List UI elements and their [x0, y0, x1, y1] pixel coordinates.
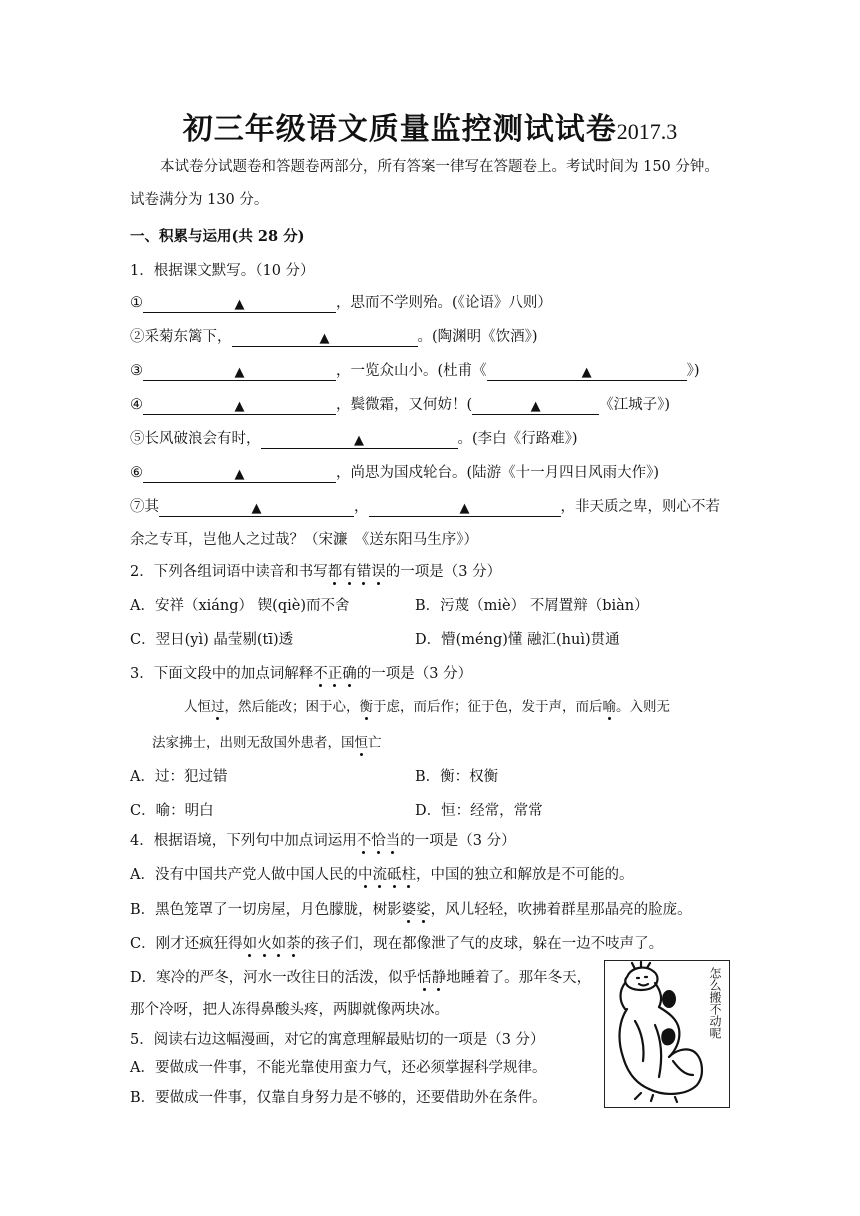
emphasis-char: 误 — [371, 564, 386, 580]
triangle-marker: ▲ — [234, 365, 245, 380]
triangle-marker: ▲ — [530, 399, 541, 414]
q2-stem — [130, 562, 501, 582]
marked-char: 静 — [431, 970, 447, 986]
marked-char: 如 — [242, 936, 258, 952]
q1-line-4 — [130, 395, 670, 415]
q4-stem-b: 的一项是（3 分） — [400, 833, 516, 849]
cartoon-caption: 怎么搬不动呢 — [708, 967, 722, 1039]
marked-char: 荼 — [286, 936, 301, 952]
q3-passage-line-1 — [184, 697, 670, 717]
q4-option-d-text: D．寒冷的严冬，河水一改往日的活泼，似乎恬静地睡着了。那年冬天， — [130, 970, 592, 986]
q1-line-3 — [130, 361, 700, 381]
q4-stem — [130, 831, 516, 851]
marked-char: 恒 — [354, 735, 368, 751]
q4-option-c — [130, 934, 663, 954]
q3-option-d: D．恒：经常，常常 — [415, 803, 543, 819]
marked-char: 恬 — [417, 970, 432, 986]
q4-stem-a: 4．根据语境，下列句中加点词运用 — [130, 833, 357, 849]
cartoon-image — [604, 960, 730, 1108]
emphasis-char: 正 — [327, 666, 343, 682]
q2-option-b: B．污蔑（miè） 不屑置辩（biàn） — [415, 598, 649, 614]
q4-option-b-text: B．黑色笼罩了一切房屋，月色朦胧，树影婆娑，风儿轻轻，吹拂着群星那晶亮的脸庞。 — [130, 902, 692, 918]
answer-blank — [487, 362, 687, 381]
emphasis-char: 不 — [356, 833, 372, 849]
q1-l3-pre: ③ — [130, 363, 143, 379]
triangle-marker: ▲ — [354, 433, 364, 448]
q1-l4-pre: ④ — [130, 397, 143, 413]
q3-passage-text-1: 人恒过，然后能改；困于心，衡于虑，而后作；征于色，发于声，而后喻。入则无 — [184, 699, 670, 715]
emphasis-char: 恰 — [371, 833, 386, 849]
q1-line-1 — [130, 293, 552, 313]
q1-line-6 — [130, 463, 659, 483]
q4-option-a — [130, 865, 633, 885]
triangle-marker: ▲ — [234, 467, 245, 482]
title-text: 初三年级语文质量监控测试试卷 — [182, 112, 617, 147]
q4-stem-emphasis — [357, 833, 401, 849]
q1-l4-post: 《江城子》) — [599, 397, 671, 413]
triangle-marker: ▲ — [581, 365, 592, 380]
q4-option-b — [130, 900, 692, 920]
q1-l2-pre: ②采菊东篱下， — [130, 329, 232, 345]
q5-option-a: A．要做成一件事，不能光靠使用蛮力气，还必须掌握科学规律。 — [130, 1060, 547, 1076]
answer-blank — [143, 362, 336, 381]
marked-char: 婆 — [401, 902, 417, 918]
marked-char: 过 — [211, 699, 225, 715]
q1-l5-post: 。(李白《行路难》) — [457, 431, 578, 447]
q2-stem-b: 的一项是（3 分） — [385, 564, 502, 580]
marked-char: 柱 — [401, 867, 416, 883]
marked-char: 流 — [372, 867, 387, 883]
section-1-heading: 一、积累与运用(共 28 分) — [130, 228, 305, 245]
q1-line-8: 余之专耳，岂他人之过哉？（宋濂 《送东阳马生序》） — [130, 532, 478, 548]
q2-option-c: C．翌日(yì) 晶莹剔(tī)透 — [130, 632, 294, 648]
q4-option-a-text: A．没有中国共产党人做中国人民的中流砥柱，中国的独立和解放是不可能的。 — [130, 867, 634, 883]
emphasis-char: 有 — [342, 564, 357, 580]
q5-stem: 5．阅读右边这幅漫画，对它的寓意理解最贴切的一项是（3 分） — [130, 1032, 545, 1048]
q4-option-d-line-1 — [130, 968, 591, 988]
triangle-marker: ▲ — [319, 331, 330, 346]
emphasis-char: 当 — [385, 833, 401, 849]
q1-l4-mid: ，鬓微霜，又何妨！( — [336, 397, 473, 413]
q3-option-a: A．过：犯过错 — [130, 769, 228, 785]
q3-option-c: C．喻：明白 — [130, 803, 214, 819]
answer-blank — [143, 464, 336, 483]
q3-stem — [130, 664, 472, 684]
q1-l5-pre: ⑤长风破浪会有时， — [130, 431, 261, 447]
q2-stem-emphasis — [328, 564, 386, 580]
marked-char: 砥 — [386, 867, 402, 883]
q1-l6-post: ，尚思为国戍轮台。(陆游《十一月四日风雨大作》) — [336, 465, 660, 481]
marked-char: 喻 — [602, 699, 616, 715]
marked-char: 如 — [271, 936, 287, 952]
title-date: 2017.3 — [616, 119, 678, 144]
q3-stem-a: 3．下面文段中的加点词解释 — [130, 666, 314, 682]
q3-passage-text-2: 法家拂士，出则无敌国外患者，国恒亡 — [152, 735, 382, 751]
marked-char: 娑 — [416, 902, 431, 918]
answer-blank — [369, 498, 561, 517]
q2-option-d: D．懵(méng)懂 融汇(huì)贯通 — [415, 632, 620, 648]
q2-option-a: A．安祥（xiáng） 锲(qiè)而不舍 — [130, 598, 350, 614]
q3-stem-b: 的一项是（3 分） — [356, 666, 473, 682]
q1-line-7 — [130, 497, 720, 517]
q1-line-2 — [130, 327, 538, 347]
answer-blank — [472, 396, 599, 415]
intro-line-1: 本试卷分试题卷和答题卷两部分，所有答案一律写在答题卷上。考试时间为 150 分钟。 — [160, 159, 719, 175]
q3-option-b: B．衡：权衡 — [415, 769, 499, 785]
q3-stem-emphasis — [313, 666, 357, 682]
q5-option-b: B．要做成一件事，仅靠自身努力是不够的，还要借助外在条件。 — [130, 1090, 547, 1106]
answer-blank — [143, 294, 336, 313]
q1-l3-post: 》) — [686, 363, 700, 379]
q4-option-d-line-2: 那个冷呀，把人冻得鼻酸头疼，两脚就像两块冰。 — [130, 1002, 449, 1018]
q1-l3-mid: ，一览众山小。(杜甫《 — [336, 363, 487, 379]
q1-l6-pre: ⑥ — [130, 465, 143, 481]
emphasis-char: 确 — [342, 666, 357, 682]
q3-passage-line-2 — [152, 733, 382, 753]
q1-l7-mid: ， — [354, 499, 369, 515]
triangle-marker: ▲ — [234, 297, 245, 312]
marked-char: 火 — [257, 936, 272, 952]
exam-title — [0, 104, 860, 148]
answer-blank — [261, 430, 458, 449]
answer-blank — [143, 396, 336, 415]
emphasis-char: 都 — [327, 564, 343, 580]
q1-line-5 — [130, 429, 578, 449]
q1-l2-post: 。(陶渊明《饮酒》) — [417, 329, 538, 345]
q2-stem-a: 2．下列各组词语中读音和书写 — [130, 564, 328, 580]
emphasis-char: 不 — [313, 666, 328, 682]
intro-line-2: 试卷满分为 130 分。 — [130, 192, 269, 208]
q4-option-c-text: C．刚才还疯狂得如火如荼的孩子们，现在都像泄了气的皮球，躲在一边不吱声了。 — [130, 936, 664, 952]
triangle-marker: ▲ — [234, 399, 245, 414]
triangle-marker: ▲ — [251, 501, 262, 516]
q1-l7-pre: ⑦其 — [130, 499, 159, 515]
q1-l7-post: ，非天质之卑，则心不若 — [560, 499, 720, 515]
q1-stem: 1．根据课文默写。（10 分） — [130, 263, 315, 279]
q1-l1-post: ，思而不学则殆。(《论语》八则） — [336, 295, 552, 311]
marked-char: 中 — [357, 867, 373, 883]
emphasis-char: 错 — [356, 564, 372, 580]
q1-l1-pre: ① — [130, 295, 143, 311]
triangle-marker: ▲ — [459, 501, 470, 516]
answer-blank — [159, 498, 354, 517]
answer-blank — [232, 328, 418, 347]
marked-char: 衡 — [359, 699, 373, 715]
